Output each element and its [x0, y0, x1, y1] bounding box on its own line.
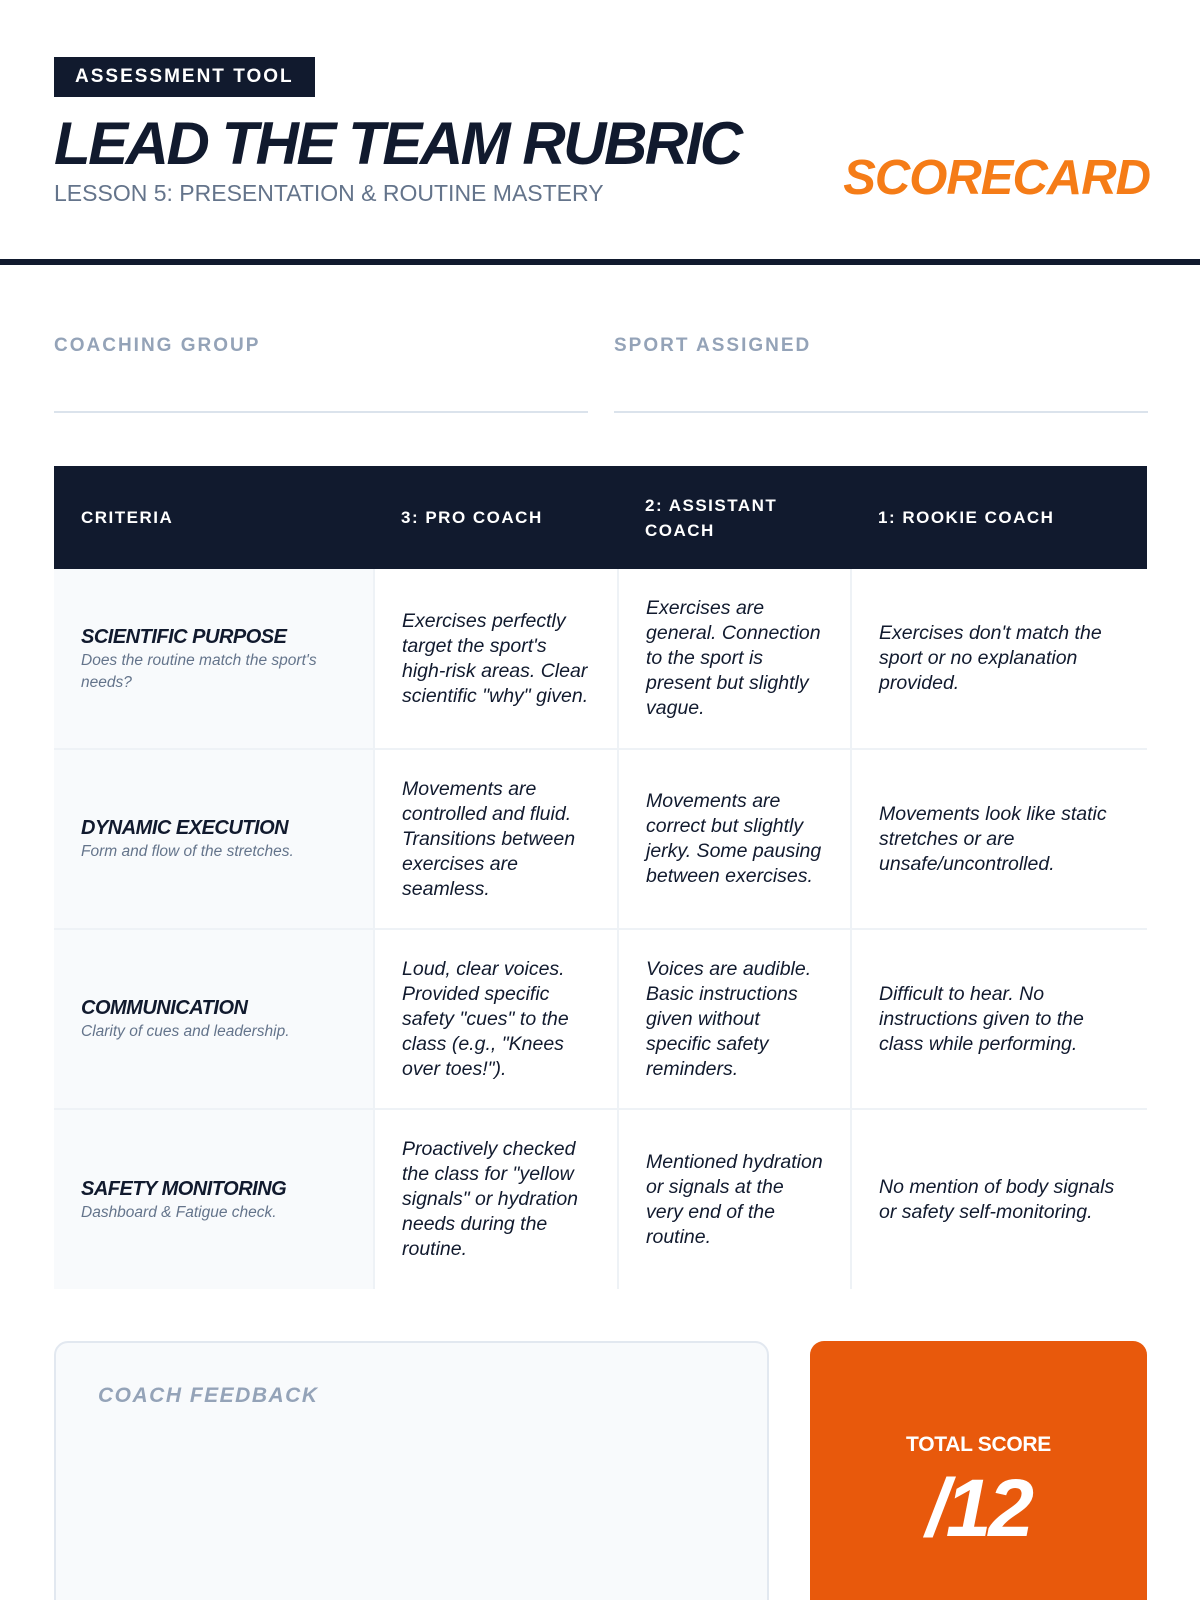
- criteria-description: Clarity of cues and leadership.: [81, 1023, 290, 1040]
- criteria-cell: [54, 1109, 374, 1289]
- criteria-title: DYNAMIC EXECUTION: [81, 817, 289, 839]
- rubric-table: [54, 466, 1147, 1289]
- coaching-group-label: COACHING GROUP: [54, 335, 261, 356]
- pro-coach-cell: Movements are controlled and fluid. Transitions between exercises are seamless.: [374, 749, 618, 929]
- table-row: [54, 569, 1147, 749]
- header-rookie-coach: 1: ROOKIE COACH: [851, 466, 1147, 569]
- lesson-subtitle: LESSON 5: PRESENTATION & ROUTINE MASTERY: [54, 180, 604, 206]
- criteria-cell: [54, 749, 374, 929]
- total-score-value: /12: [926, 1463, 1031, 1554]
- table-row: [54, 749, 1147, 929]
- table-header-row: [54, 466, 1147, 569]
- table-row: [54, 1109, 1147, 1289]
- rookie-coach-cell: No mention of body signals or safety self-monitoring.: [851, 1109, 1147, 1289]
- assistant-coach-cell: Mentioned hydration or signals at the very end of the routine.: [618, 1109, 851, 1289]
- sport-assigned-label: SPORT ASSIGNED: [614, 335, 812, 356]
- header-assistant-coach: 2: ASSISTANT COACH: [618, 466, 851, 569]
- header-pro-coach: 3: PRO COACH: [374, 466, 618, 569]
- coach-feedback-label: COACH FEEDBACK: [98, 1384, 319, 1407]
- coach-feedback-box[interactable]: [54, 1341, 769, 1600]
- header: [0, 0, 1200, 265]
- header-criteria: CRITERIA: [54, 466, 374, 569]
- assistant-coach-cell: Voices are audible. Basic instructions given without specific safety reminders.: [618, 929, 851, 1109]
- criteria-title: SCIENTIFIC PURPOSE: [81, 625, 287, 648]
- assessment-tool-tag: ASSESSMENT TOOL: [54, 57, 315, 97]
- total-score-box: [810, 1341, 1147, 1600]
- rookie-coach-cell: Difficult to hear. No instructions given to the class while performing.: [851, 929, 1147, 1109]
- table-row: [54, 929, 1147, 1109]
- criteria-cell: [54, 569, 374, 749]
- criteria-description: Does the routine match the sport's needs?: [81, 651, 317, 691]
- rookie-coach-cell: Exercises don't match the sport or no explanation provided.: [851, 569, 1147, 749]
- assistant-coach-cell: Movements are correct but slightly jerky. Some pausing between exercises.: [618, 749, 851, 929]
- total-score-label: TOTAL SCORE: [906, 1433, 1051, 1456]
- rookie-coach-cell: Movements look like static stretches or are unsafe/uncontrolled.: [851, 749, 1147, 929]
- sport-assigned-field[interactable]: [614, 333, 1148, 413]
- assistant-coach-cell: Exercises are general. Connection to the sport is present but slightly vague.: [618, 569, 851, 749]
- criteria-description: Dashboard & Fatigue check.: [81, 1203, 277, 1221]
- criteria-title: SAFETY MONITORING: [81, 1177, 287, 1200]
- criteria-cell: [54, 929, 374, 1109]
- pro-coach-cell: Exercises perfectly target the sport's high-risk areas. Clear scientific "why" given.: [374, 569, 618, 749]
- pro-coach-cell: Loud, clear voices. Provided specific safety "cues" to the class (e.g., "Knees over toes!").: [374, 929, 618, 1109]
- pro-coach-cell: Proactively checked the class for "yellow signals" or hydration needs during the routine.: [374, 1109, 618, 1289]
- scorecard-label: SCORECARD: [843, 151, 1150, 205]
- coaching-group-field[interactable]: [54, 333, 588, 413]
- page-title: LEAD THE TEAM RUBRIC: [54, 110, 741, 177]
- criteria-description: Form and flow of the stretches.: [81, 843, 294, 860]
- criteria-title: COMMUNICATION: [81, 997, 248, 1019]
